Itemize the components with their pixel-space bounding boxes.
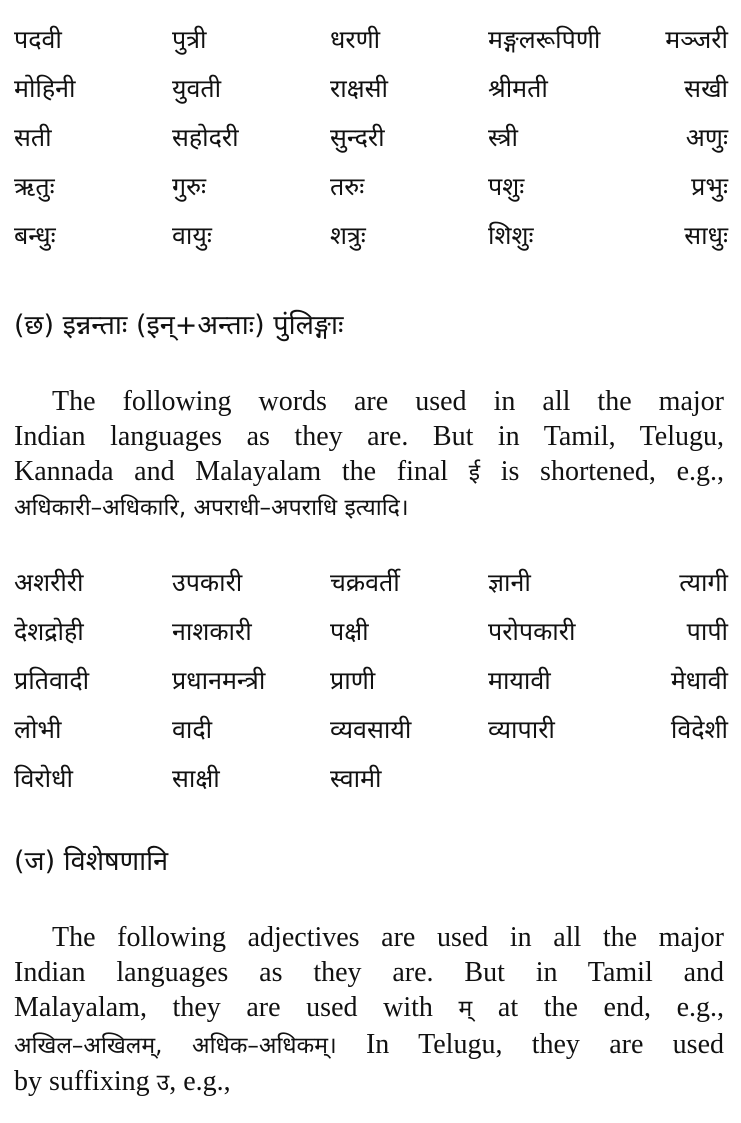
devanagari-run: म् [458,996,473,1022]
word-cell: पापी [686,617,728,646]
word-cell: शत्रुः [330,221,366,250]
word-cell: सखी [684,74,728,103]
word-grid-feminine [14,20,728,265]
word-cell: वादी [172,715,213,744]
devanagari-run: उ [156,1070,170,1096]
word-cell: तरुः [330,172,365,201]
paragraph-line [14,454,724,491]
word-cell: चक्रवर्ती [330,568,400,597]
word-cell: मङ्गलरूपिणी [488,25,601,54]
paragraph-line: Indian languages as they are. But in Tamil, Telugu, [14,421,724,452]
word-grid-in-ending [14,563,728,808]
text-run: is shortened, e.g., [500,456,724,487]
word-cell: सती [14,123,52,152]
table-row [14,661,728,710]
word-cell: व्यापारी [488,715,555,744]
word-cell: पुत्री [172,25,207,54]
table-row [14,759,728,808]
word-cell: युवती [172,74,222,103]
word-cell: प्राणी [330,666,376,695]
paragraph-in-ending [14,384,724,526]
word-cell: विदेशी [670,715,728,744]
text-run: by suffixing [14,1066,150,1097]
word-cell: परोपकारी [488,617,576,646]
table-row [14,118,728,167]
word-cell: प्रधानमन्त्री [172,666,266,695]
word-cell: नाशकारी [172,617,252,646]
word-cell: अशरीरी [14,568,84,597]
text-run: , e.g., [169,1066,231,1097]
word-cell: ऋतुः [14,172,55,201]
word-cell: साधुः [684,221,728,250]
word-cell: साक्षी [172,764,220,793]
paragraph-line [14,1064,724,1101]
word-cell: श्रीमती [488,74,548,103]
word-cell: पशुः [488,172,525,201]
word-cell: देशद्रोही [14,617,84,646]
paragraph-adjectives [14,920,724,1101]
paragraph-line: Indian languages as they are. But in Tamil and [14,957,724,988]
table-row [14,710,728,759]
devanagari-run: अखिल–अखिलम्, अधिक–अधिकम्। [14,1033,337,1059]
paragraph-line [14,1027,724,1064]
word-cell: प्रतिवादी [14,666,90,695]
paragraph-line [14,990,724,1027]
table-row [14,216,728,265]
paragraph-line: The following adjectives are used in all the major [52,922,724,953]
word-cell: लोभी [14,715,62,744]
text-run: at the end, e.g., [497,992,725,1023]
table-row [14,612,728,661]
word-cell: अणुः [685,123,728,152]
word-cell: सहोदरी [172,123,239,152]
word-cell: ज्ञानी [488,568,531,597]
word-cell: गुरुः [172,172,207,201]
table-row [14,563,728,612]
word-cell: मोहिनी [14,74,76,103]
section-heading-in-ending: (छ) इन्नन्ताः (इन्+अन्ताः) पुंलिङ्गाः [14,310,344,341]
word-cell: प्रभुः [691,172,728,201]
word-cell: मायावी [488,666,551,695]
table-row [14,20,728,69]
word-cell: राक्षसी [330,74,389,103]
word-cell: वायुः [172,221,212,250]
word-cell: विरोधी [14,764,73,793]
text-run: Kannada and Malayalam the final [14,456,449,487]
word-cell: स्त्री [488,123,519,152]
word-cell: शिशुः [488,221,534,250]
word-cell: सुन्दरी [330,123,385,152]
text-run: Malayalam, they are used with [14,992,433,1023]
word-cell: मेधावी [670,666,728,695]
text-run: In Telugu, they are used [365,1029,725,1060]
word-cell: पक्षी [330,617,369,646]
word-cell: मञ्जरी [665,25,728,54]
section-heading-adjectives: (ज) विशेषणानि [14,846,169,877]
table-row [14,167,728,216]
paragraph-line: अधिकारी–अधिकारि, अपराधी–अपराधि इत्यादि। [14,495,409,521]
word-cell: उपकारी [172,568,243,597]
devanagari-run: ई [468,460,481,486]
word-cell: धरणी [330,25,381,54]
word-cell: पदवी [14,25,62,54]
word-cell: व्यवसायी [330,715,412,744]
word-cell: बन्धुः [14,221,56,250]
table-row [14,69,728,118]
word-cell: स्वामी [330,764,382,793]
word-cell: त्यागी [679,568,728,597]
paragraph-line: The following words are used in all the major [52,386,724,417]
